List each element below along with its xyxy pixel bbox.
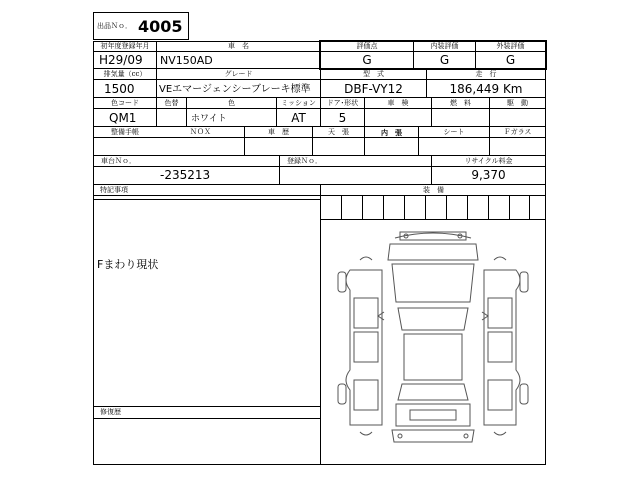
- label-color: 色: [228, 99, 235, 107]
- value-model: NV150AD: [160, 54, 213, 67]
- right-side-shape: [484, 270, 520, 425]
- rear-bumper-shape: [392, 430, 474, 442]
- label-nox: ＮＯＸ: [190, 128, 211, 136]
- label-exterior-grade: 外装評価: [496, 42, 525, 50]
- windshield-shape: [398, 308, 468, 330]
- lot-number: 4005: [138, 17, 183, 36]
- label-equipment: 装 備: [423, 186, 444, 194]
- label-doors: ドア･形状: [326, 99, 359, 107]
- label-fuel: 燃 料: [450, 99, 471, 107]
- value-color: ホワイト: [191, 114, 227, 124]
- label-notes: 特記事項: [100, 186, 128, 194]
- roof-shape: [404, 334, 462, 380]
- label-displacement: 排気量（cc）: [103, 70, 147, 78]
- label-transmission: ミッション: [281, 99, 316, 107]
- label-chassis-number: 車台Ｎｏ．: [101, 157, 136, 165]
- notes-text: Fまわり現状: [97, 258, 159, 271]
- lot-label: 出品Ｎｏ．: [97, 22, 132, 30]
- value-year: H29/09: [99, 53, 143, 67]
- label-interior-panel: 内 張: [381, 128, 402, 137]
- value-doors: 5: [338, 111, 347, 125]
- front-outline-shape: [388, 244, 478, 260]
- label-ceiling: 天 張: [328, 128, 349, 136]
- label-repair-history: 修復歴: [100, 408, 121, 416]
- value-color-code: QM1: [109, 111, 137, 125]
- label-history: 車 歴: [268, 128, 289, 136]
- label-score: 評価点: [356, 42, 378, 50]
- label-drive: 駆 動: [507, 99, 528, 107]
- label-model-code: 型 式: [363, 70, 384, 78]
- label-seat: シート: [443, 128, 465, 136]
- value-score: G: [362, 53, 372, 67]
- tailgate-shape: [396, 404, 470, 426]
- label-color-code: 色コード: [111, 99, 139, 107]
- label-front-glass: Ｆガラス: [503, 128, 532, 136]
- label-grade: グレード: [224, 70, 253, 78]
- label-maintenance-book: 整備手帳: [111, 128, 139, 136]
- rear-window-shape: [398, 384, 468, 400]
- value-displacement: 1500: [104, 82, 135, 96]
- value-mileage: 186,449 Km: [449, 82, 523, 96]
- label-recycle-fee: リサイクル料金: [464, 157, 513, 165]
- value-model-code: DBF-VY12: [344, 82, 403, 96]
- hood-shape: [392, 264, 474, 302]
- value-recycle-fee: 9,370: [471, 168, 506, 182]
- left-side-shape: [346, 270, 382, 425]
- label-mileage: 走 行: [475, 70, 497, 78]
- label-color-change: 色替: [164, 99, 179, 107]
- value-exterior-grade: G: [505, 53, 516, 67]
- label-model: 車 名: [228, 42, 249, 50]
- value-grade: VEエマージェンシーブレーキ標準: [159, 84, 311, 95]
- value-interior-grade: G: [439, 53, 450, 67]
- label-inspection: 車 検: [387, 99, 409, 107]
- label-interior-grade: 内装評価: [430, 42, 459, 50]
- value-chassis-number: -235213: [160, 168, 211, 182]
- label-year: 初年度登録年月: [100, 42, 150, 50]
- label-registration-number: 登録Ｎｏ．: [287, 157, 322, 165]
- vehicle-diagram: [320, 220, 546, 465]
- value-transmission: AT: [291, 111, 306, 125]
